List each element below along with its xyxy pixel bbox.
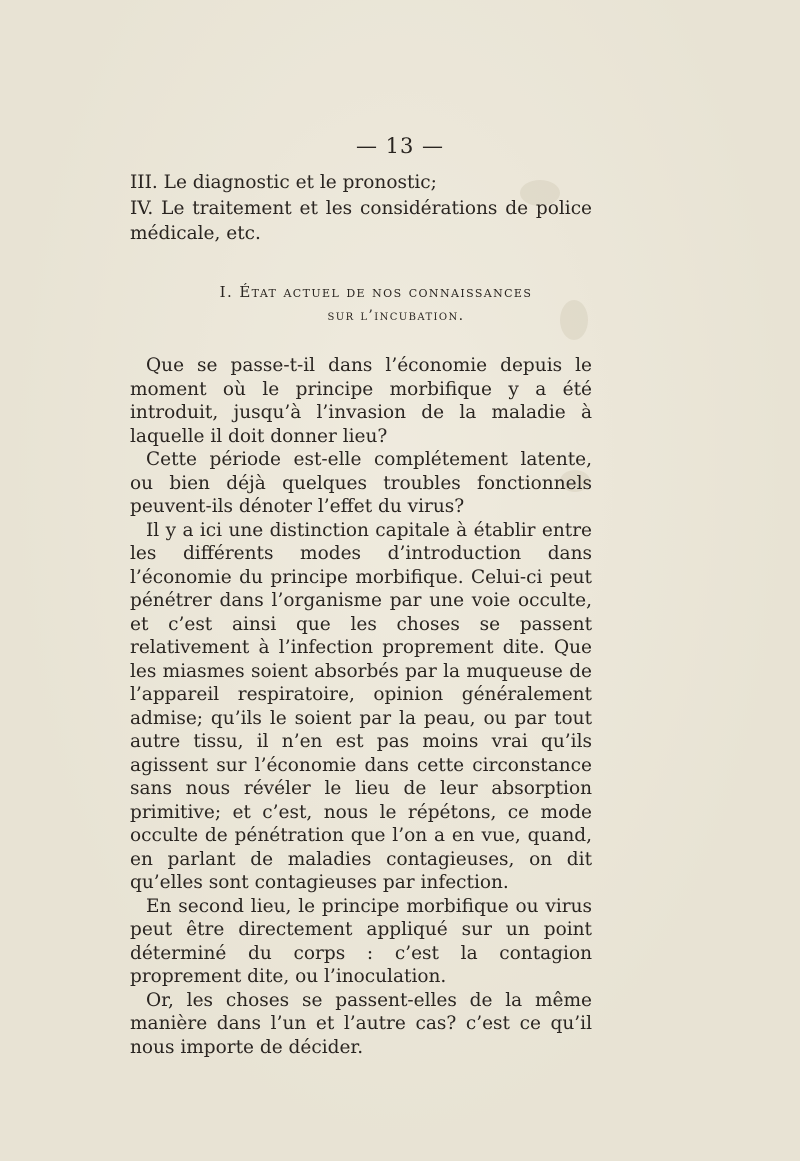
section-heading-line: I. État actuel de nos connaissances: [219, 283, 533, 301]
body-text: [130, 354, 592, 1059]
list-item: IV. Le traitement et les considérations de police médicale, etc.: [130, 197, 592, 244]
section-heading: [130, 280, 592, 328]
paragraph: Que se passe-t-il dans l’économie depuis le moment où le principe morbifique y a été introduit, jusqu’à l’invasion de la maladie à laquelle il doit donner lieu?: [130, 355, 592, 447]
section-heading-line: sur l’incubation.: [327, 308, 465, 324]
outline-list: [130, 170, 592, 247]
paragraph: Or, les choses se passent-elles de la même manière dans l’un et l’autre cas? c’est ce qu’il nous importe de décider.: [130, 989, 592, 1058]
list-item: III. Le diagnostic et le pronostic;: [130, 172, 437, 193]
paragraph: Il y a ici une distinction capitale à établir entre les différents modes d’introduction dans l’économie du principe morbifique. Celui-ci peut pénétrer dans l’organisme par une voie occulte, et c’est ainsi que les choses se passent relativement à l’infection proprement dite. Que les miasmes soient absorbés par la muqueuse de l’appareil respiratoire, opinion généralement admise; qu’ils le soient par la peau, ou par tout autre tissu, il n’en est pas moins vrai qu’ils agissent sur l’économie dans cette circonstance sans nous révéler le lieu de leur absorption primitive; et c’est, nous le répétons, ce mode occulte de pénétration que l’on a en vue, quand, en parlant de maladies contagieuses, on dit qu’elles sont contagieuses par infection.: [130, 519, 592, 893]
paragraph: En second lieu, le principe morbifique ou virus peut être directement appliqué sur un point déterminé du corps : c’est la contagion proprement dite, ou l’inoculation.: [130, 895, 592, 987]
page-number: — 13 —: [355, 134, 445, 158]
paragraph: Cette période est-elle complétement latente, ou bien déjà quelques troubles fonctionnels peuvent-ils dénoter l’effet du virus?: [130, 449, 592, 517]
